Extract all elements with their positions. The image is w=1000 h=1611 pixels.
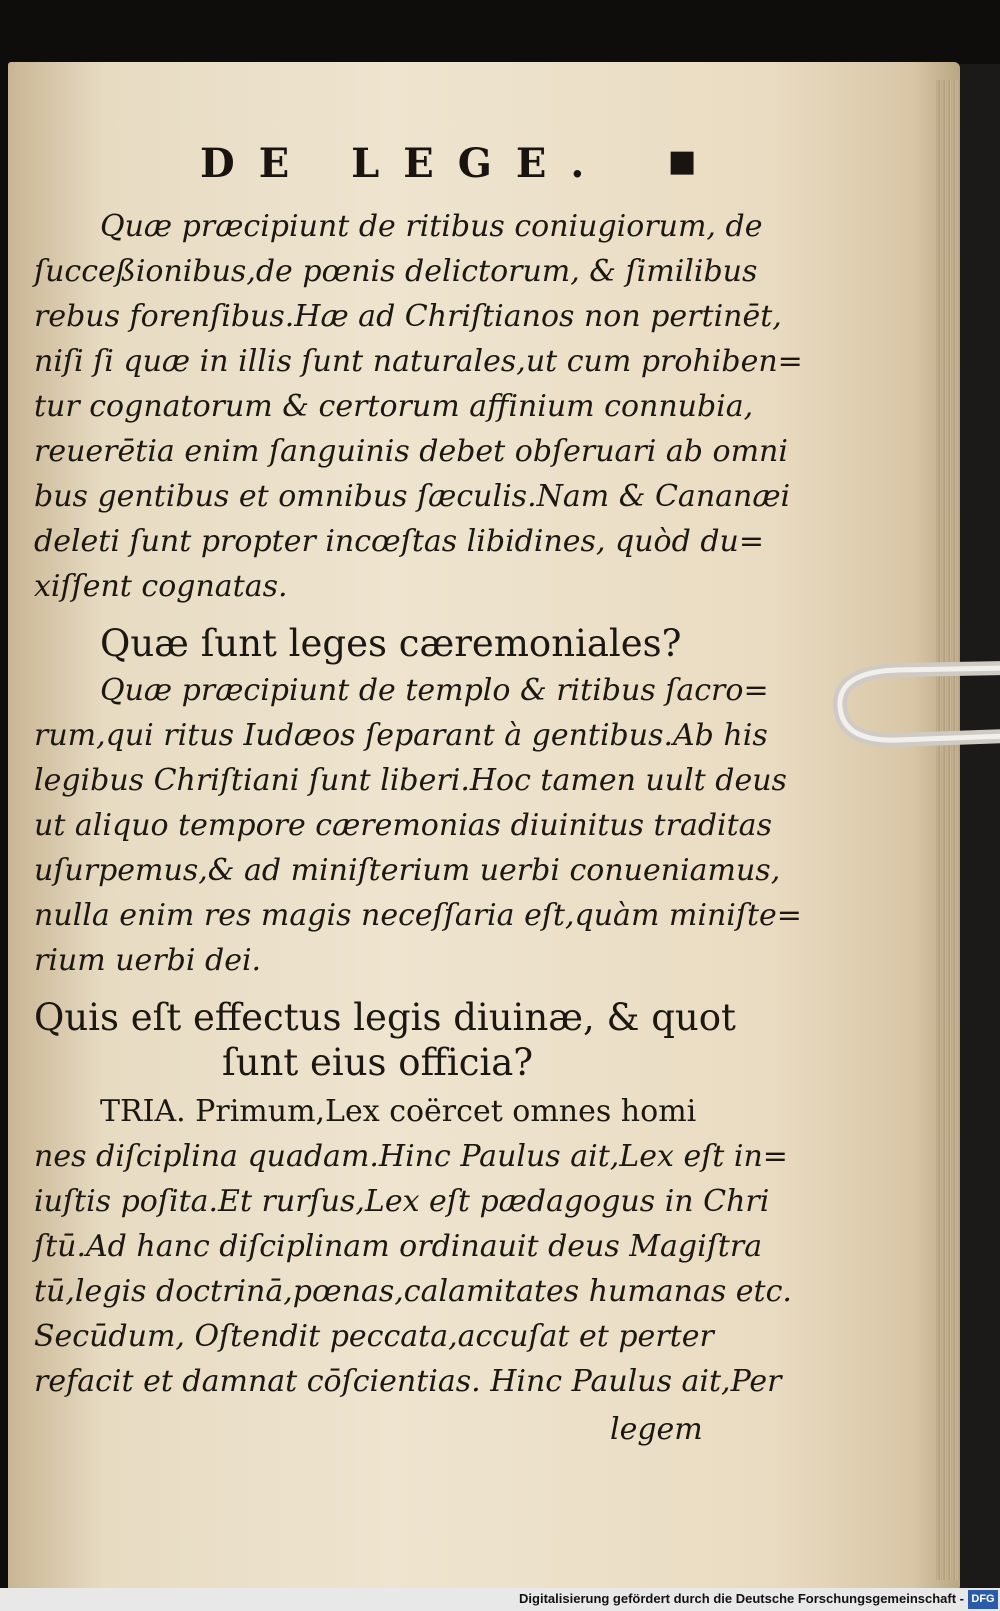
folio-mark: ■	[668, 144, 697, 179]
footer-bar	[0, 1588, 1000, 1611]
header-title: DE LEGE.	[200, 140, 609, 187]
text-line: nes diſciplina quadam.Hinc Paulus ait,Lex eſt in=	[34, 1139, 788, 1174]
text-line: Secūdum, Oſtendit peccata,accuſat et perter	[34, 1319, 714, 1354]
text-line: deleti ſunt propter incœſtas libidines, quòd du=	[34, 524, 765, 559]
text-line: tur cognatorum & certorum affinium connubia,	[34, 389, 754, 424]
text-line: reuerētia enim ſanguinis debet obſeruari ab omni	[34, 434, 788, 469]
section-heading: Quis eſt effectus legis diuinæ, & quot	[34, 996, 736, 1039]
section-heading-cont: ſunt eius officia?	[222, 1041, 534, 1084]
dfg-logo[interactable]: DFG	[968, 1590, 998, 1609]
running-header	[200, 140, 720, 190]
catchword: legem	[610, 1412, 703, 1447]
text-line: refacit et damnat cōſcientias. Hinc Paulus ait,Per	[34, 1364, 782, 1399]
paperclip-icon	[828, 648, 1000, 763]
text-line: Quæ præcipiunt de ritibus coniugiorum, de	[100, 209, 763, 244]
text-line: rium uerbi dei.	[34, 943, 262, 978]
section-heading: Quæ ſunt leges cæremoniales?	[100, 622, 682, 665]
text-line: rum,qui ritus Iudæos ſeparant à gentibus.Ab his	[34, 718, 768, 753]
text-line: uſurpemus,& ad miniſterium uerbi conueniamus,	[34, 853, 781, 888]
text-line: ut aliquo tempore cæremonias diuinitus traditas	[34, 808, 772, 843]
text-line: Quæ præcipiunt de templo & ritibus ſacro=	[100, 673, 769, 708]
text-line: ſtū.Ad hanc diſciplinam ordinauit deus Magiſtra	[34, 1229, 763, 1264]
footer-credit: Digitalisierung gefördert durch die Deutsche Forschungsgemeinschaft -	[519, 1591, 964, 1606]
text-line: niſi ſi quæ in illis ſunt naturales,ut cum prohiben=	[34, 344, 803, 379]
text-line: ſucceßionibus,de pœnis delictorum, & ſimilibus	[34, 254, 758, 289]
text-line: legibus Chriſtiani ſunt liberi.Hoc tamen uult deus	[34, 763, 787, 798]
text-line: xiſſent cognatas.	[34, 569, 288, 604]
book-binding	[960, 64, 1000, 1594]
text-line: nulla enim res magis neceſſaria eſt,quàm miniſte=	[34, 898, 802, 933]
text-line: iuſtis poſita.Et rurſus,Lex eſt pædagogus in Chri	[34, 1184, 770, 1219]
text-line: tū,legis doctrinā,pœnas,calamitates humanas etc.	[34, 1274, 792, 1309]
text-line: TRIA. Primum,Lex coërcet omnes homi	[100, 1094, 697, 1129]
text-line: rebus forenſibus.Hæ ad Chriſtianos non pertinēt,	[34, 299, 782, 334]
text-line: bus gentibus et omnibus ſæculis.Nam & Cananæi	[34, 479, 791, 514]
